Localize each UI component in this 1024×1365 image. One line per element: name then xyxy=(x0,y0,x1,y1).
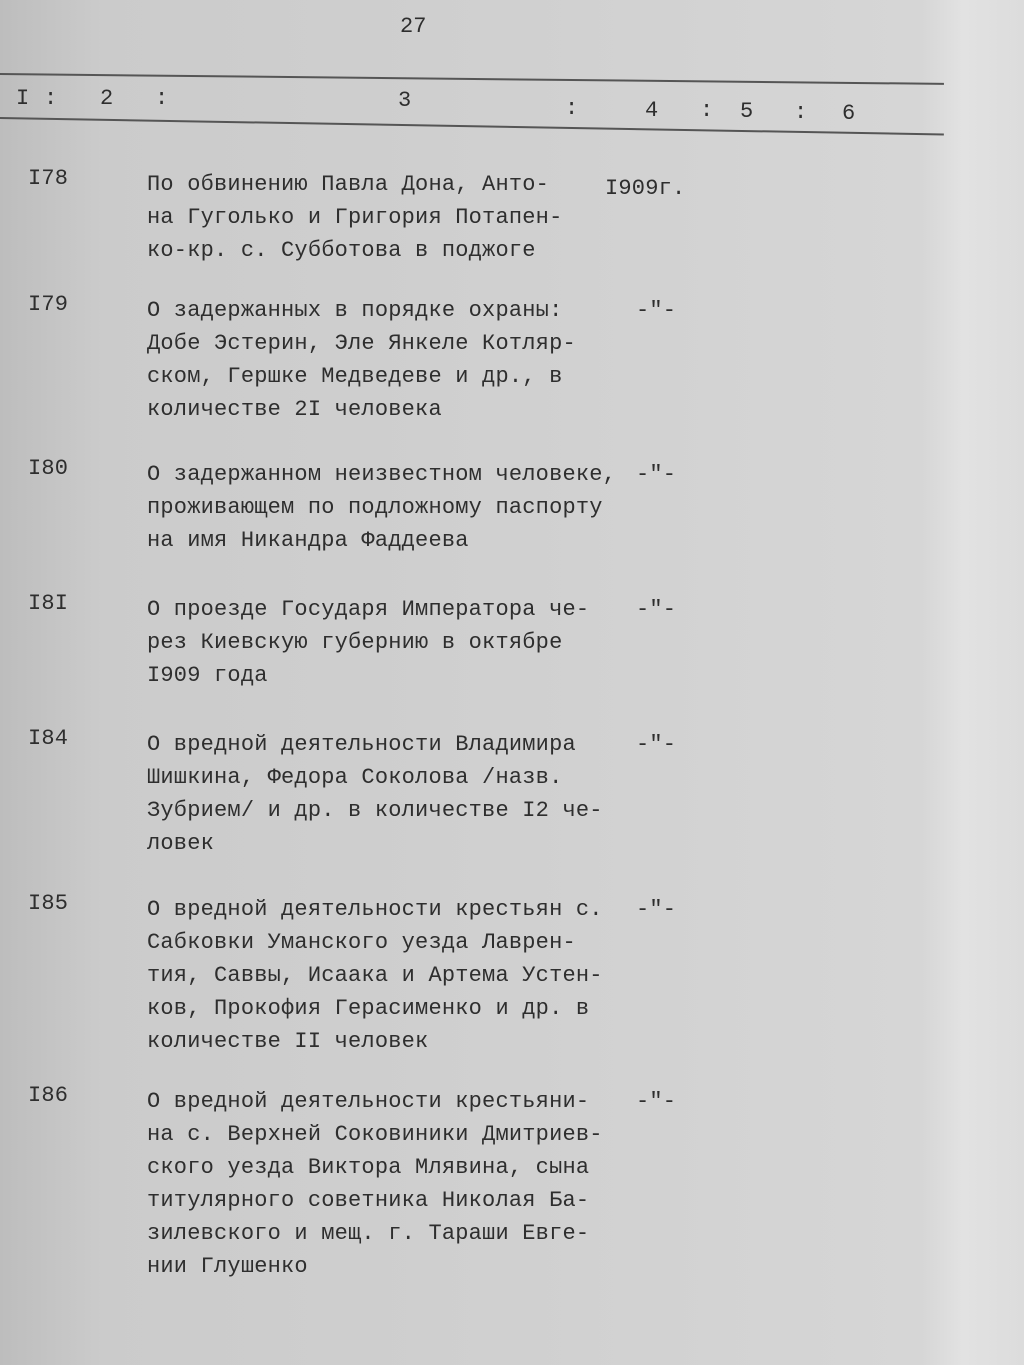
description-line: тия, Саввы, Исаака и Артема Устен- xyxy=(147,963,603,988)
description-line: О задержанном неизвестном человеке, xyxy=(147,462,617,487)
entry-description xyxy=(147,458,616,557)
column-6-header: 6 xyxy=(842,101,856,126)
description-line: I909 года xyxy=(147,663,268,688)
description-line: ловек xyxy=(147,831,215,856)
entry-description xyxy=(147,168,562,267)
entry-number: I8I xyxy=(28,591,69,616)
entry-number: I80 xyxy=(28,456,69,481)
separator: : xyxy=(700,98,714,123)
description-line: проживающем по подложному паспорту xyxy=(147,495,603,520)
separator: : xyxy=(565,96,579,121)
description-line: Сабковки Уманского уезда Лаврен- xyxy=(147,930,576,955)
page-number: 27 xyxy=(400,14,427,39)
description-line: количестве II человек xyxy=(147,1029,429,1054)
description-line: О задержанных в порядке охраны: xyxy=(147,298,563,323)
column-2-header: 2 xyxy=(100,86,114,111)
entry-number: I79 xyxy=(28,292,69,317)
description-line: ском, Гершке Медведеве и др., в xyxy=(147,364,563,389)
separator: : xyxy=(44,86,58,111)
description-line: Добе Эстерин, Эле Янкеле Котляр- xyxy=(147,331,576,356)
description-line: на имя Никандра Фаддеева xyxy=(147,528,469,553)
column-3-header: 3 xyxy=(398,88,412,113)
column-5-header: 5 xyxy=(740,99,754,124)
description-line: О проезде Государя Императора че- xyxy=(147,597,590,622)
entry-number: I78 xyxy=(28,166,69,191)
description-line: нии Глушенко xyxy=(147,1254,308,1279)
header-rule-top xyxy=(0,73,944,85)
description-line: Зубрием/ и др. в количестве I2 че- xyxy=(147,798,603,823)
description-line: рез Киевскую губернию в октябре xyxy=(147,630,563,655)
description-line: ков, Прокофия Герасименко и др. в xyxy=(147,996,590,1021)
entry-date: -"- xyxy=(636,298,677,323)
description-line: О вредной деятельности крестьяни- xyxy=(147,1089,590,1114)
entry-number: I84 xyxy=(28,726,69,751)
entry-description xyxy=(147,593,589,692)
entry-date: -"- xyxy=(636,897,677,922)
entry-number: I86 xyxy=(28,1083,69,1108)
description-line: на с. Верхней Соковиники Дмитриев- xyxy=(147,1122,603,1147)
entry-date: -"- xyxy=(636,597,677,622)
entry-number: I85 xyxy=(28,891,69,916)
description-line: титулярного советника Николая Ба- xyxy=(147,1188,590,1213)
description-line: ко-кр. с. Субботова в поджоге xyxy=(147,238,536,263)
description-line: на Гуголько и Григория Потапен- xyxy=(147,205,563,230)
entry-description xyxy=(147,893,603,1058)
separator: : xyxy=(794,100,808,125)
description-line: О вредной деятельности Владимира xyxy=(147,732,576,757)
description-line: О вредной деятельности крестьян с. xyxy=(147,897,603,922)
entry-date: -"- xyxy=(636,462,677,487)
column-4-header: 4 xyxy=(645,98,659,123)
entry-description xyxy=(147,1085,603,1283)
entry-date: -"- xyxy=(636,1089,677,1114)
column-1-header: I xyxy=(16,86,30,111)
description-line: По обвинению Павла Дона, Анто- xyxy=(147,172,550,197)
entry-date: I909г. xyxy=(605,176,686,201)
entry-date: -"- xyxy=(636,732,677,757)
description-line: зилевского и мещ. г. Тараши Евге- xyxy=(147,1221,590,1246)
description-line: Шишкина, Федора Соколова /назв. xyxy=(147,765,563,790)
description-line: ского уезда Виктора Млявина, сына xyxy=(147,1155,590,1180)
entry-description xyxy=(147,728,603,860)
entry-description xyxy=(147,294,576,426)
separator: : xyxy=(155,86,169,111)
description-line: количестве 2I человека xyxy=(147,397,442,422)
